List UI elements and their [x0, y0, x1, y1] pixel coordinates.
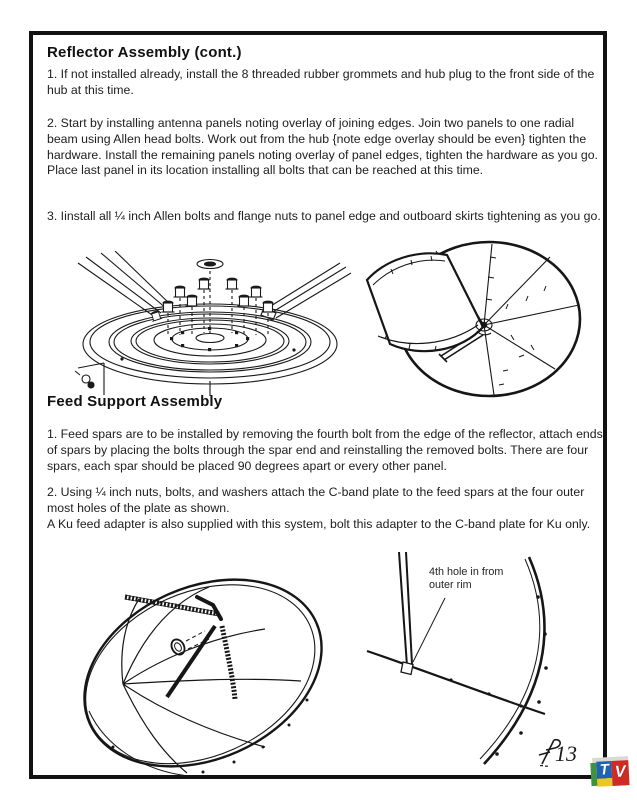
dish-feed-spars-figure: [53, 561, 353, 781]
page-number-text: 13: [555, 741, 577, 766]
page-border-frame: [29, 31, 610, 779]
radial-beam-edge: [367, 651, 545, 714]
reflector-step-2: 2. Start by installing antenna panels noting overlay of joining edges. Join two panels to one radial beam using Allen head bolts. Work out from the hub {note edge overlay should be even} tighten the hardware. Install the remaining panels noting overlay of panel edges, tighten the hardware as you go. Place last panel in its location installing all bolts that can be reached at this time.: [47, 116, 598, 178]
hub-grommets-exploded-figure: [58, 251, 353, 396]
panel-figure-drawing: [351, 239, 586, 401]
rim-annotation-label: 4th hole in from outer rim: [429, 566, 504, 591]
feed-step-1: 1. Feed spars are to be installed by removing the fourth bolt from the edge of the reflector, attach ends of spars by placing the bolts through the spar end and reinstalling the removed bolts. There are four spars, each spar should be placed 90 degrees apart or every other panel.: [47, 427, 603, 473]
spars-figure-drawing: [53, 561, 353, 781]
logo-letter-t: T: [599, 761, 610, 779]
feed-step-2-text: 2. Using ¼ inch nuts, bolts, and washers attach the C-band plate to the feed spars at the four outer most holes of the plate as shown.: [47, 485, 585, 515]
reflector-step-1: 1. If not installed already, install the 8 threaded rubber grommets and hub plug to the front side of the hub at this time.: [47, 67, 595, 97]
rim-hole-dots: [449, 595, 547, 756]
hub-figure-drawing: [58, 251, 353, 396]
reflector-step-3: 3. Iinstall all ¼ inch Allen bolts and flange nuts to panel edge and outboard skirts tightening as you go.: [47, 209, 601, 223]
logo-yellow-block: [597, 778, 612, 787]
feed-spar-arrow: [197, 597, 221, 619]
feed-spar-2: [167, 626, 215, 697]
dish-rim: [55, 561, 352, 781]
tv-watermark-logo: [590, 756, 634, 794]
panel-installation-figure: [351, 239, 586, 401]
page-number: [537, 737, 577, 767]
spar-attachment-bolt: [401, 662, 413, 675]
annotation-leader-line: [413, 598, 445, 662]
feed-step-2-ku-note: A Ku feed adapter is also supplied with this system, bolt this adapter to the C-band plate for Ku only.: [47, 516, 591, 531]
section-title-reflector-assembly: Reflector Assembly (cont.): [47, 44, 242, 61]
section-title-feed-support: Feed Support Assembly: [47, 393, 223, 410]
logo-letter-v: V: [614, 763, 626, 781]
feed-step-2: [47, 485, 607, 532]
lifted-panel: [367, 253, 483, 351]
feed-spar-end: [399, 552, 412, 666]
plate-hole-ring: [169, 637, 187, 657]
